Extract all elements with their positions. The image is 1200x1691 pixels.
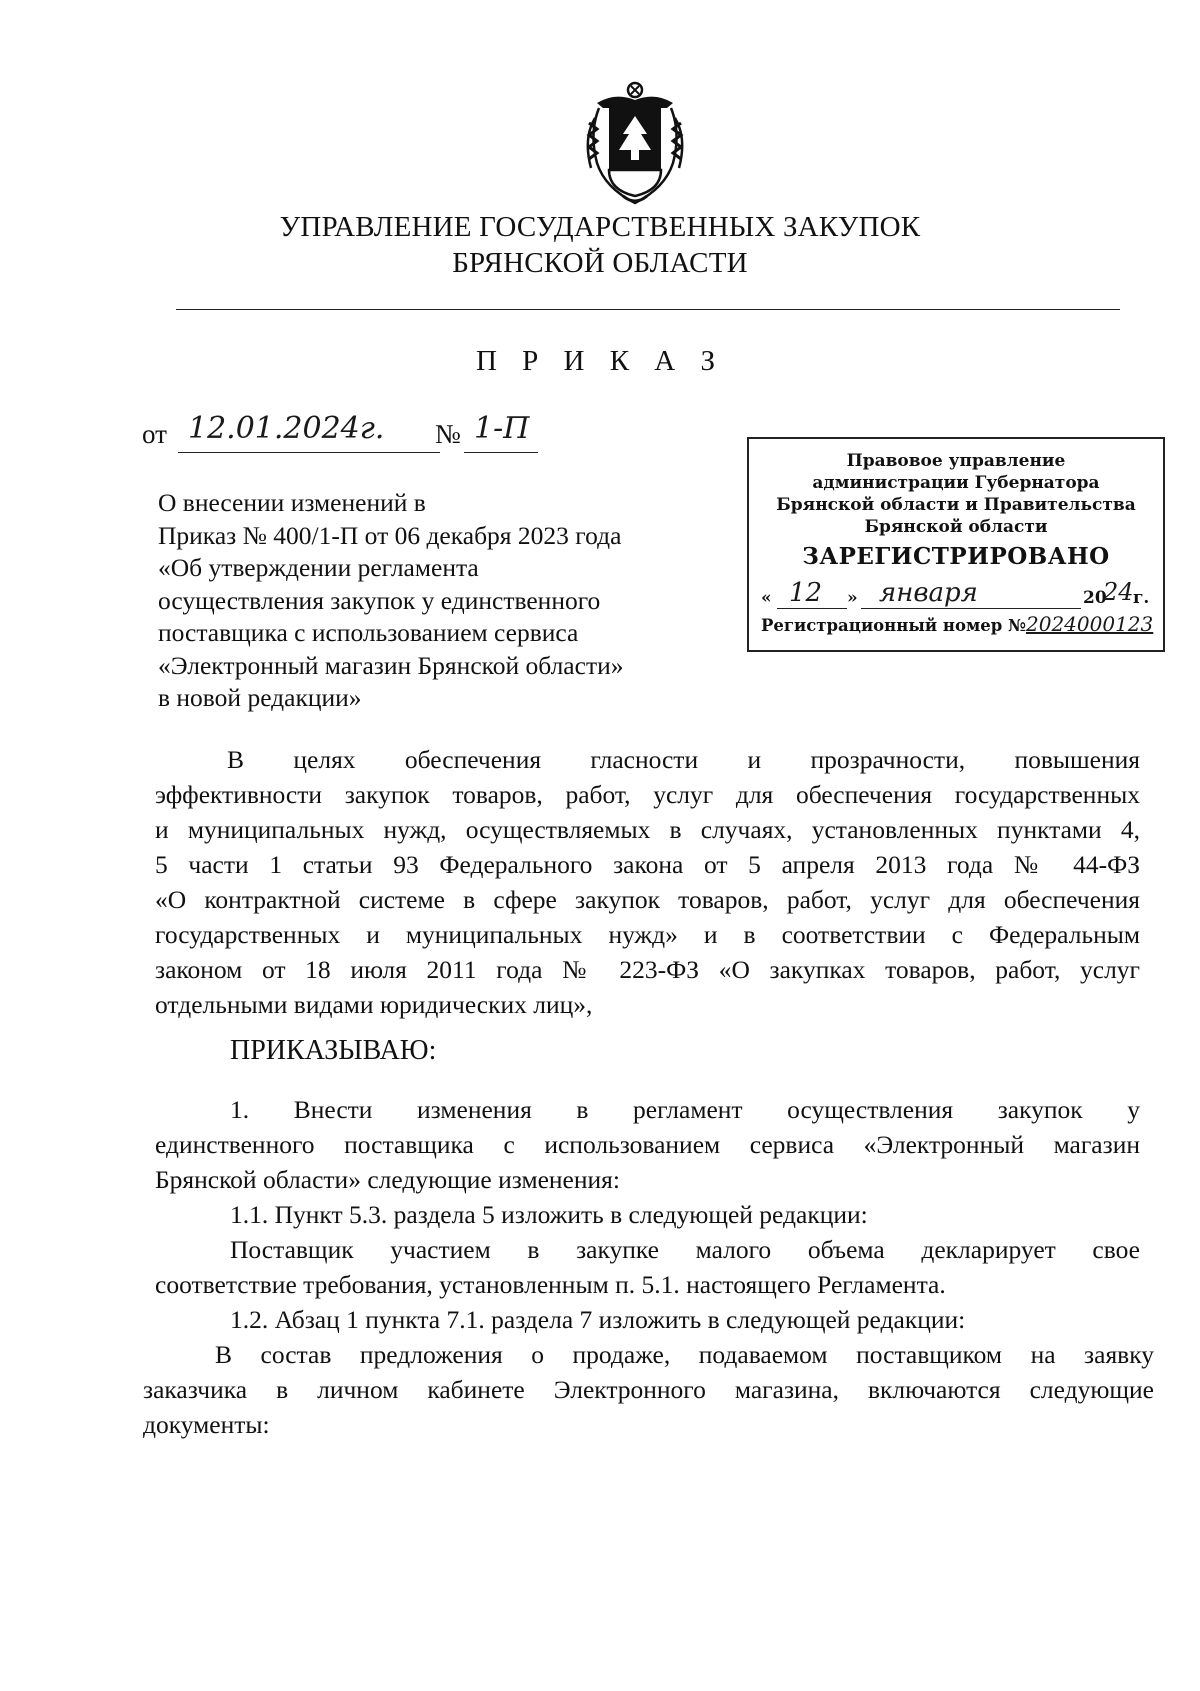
subject-line: поставщика с использованием сервиса bbox=[158, 618, 579, 647]
date-label: от bbox=[142, 419, 167, 449]
item-line: Поставщик участием в закупке малого объема декларирует свое bbox=[230, 1235, 1140, 1264]
preamble-line: 5 части 1 статьи 93 Федерального закона от 5 апреля 2013 года № 44-ФЗ bbox=[155, 850, 1140, 879]
registration-number-handwritten: 2024000123 bbox=[1026, 612, 1154, 636]
preamble-line: отдельными видами юридических лиц», bbox=[155, 990, 593, 1019]
stamp-year-unit: г. bbox=[1133, 588, 1150, 608]
preamble bbox=[155, 742, 1140, 1022]
subject-line: осуществления закупок у единственного bbox=[158, 585, 601, 615]
coat-of-arms-emblem bbox=[575, 78, 695, 210]
item-line: Брянской области» следующие изменения: bbox=[155, 1165, 620, 1194]
item-line: В состав предложения о продаже, подаваемом поставщиком на заявку bbox=[215, 1340, 1154, 1369]
order-items bbox=[143, 1092, 1154, 1442]
subject-line: «Электронный магазин Брянской области» bbox=[158, 650, 624, 680]
preamble-line: государственных и муниципальных нужд» и в соответствии с Федеральным bbox=[155, 920, 1140, 949]
item-line: 1.2. Абзац 1 пункта 7.1. раздела 7 изложить в следующей редакции: bbox=[230, 1305, 966, 1334]
preamble-line: «О контрактной системе в сфере закупок товаров, работ, услуг для обеспечения bbox=[155, 885, 1140, 914]
registration-label: Регистрационный номер № bbox=[761, 616, 1026, 635]
number-underline bbox=[464, 452, 538, 453]
subject-line: Приказ № 400/1-П от 06 декабря 2023 года bbox=[158, 520, 622, 550]
organization-name-line1: УПРАВЛЕНИЕ ГОСУДАРСТВЕННЫХ ЗАКУПОК bbox=[279, 211, 921, 243]
order-date-handwritten: 12.01.2024г. bbox=[188, 411, 385, 446]
stamp-line: Брянской области bbox=[864, 517, 1048, 537]
stamp-line: Брянской области и Правительства bbox=[776, 495, 1136, 515]
item-line: документы: bbox=[143, 1410, 270, 1439]
document-title: П Р И К А З bbox=[475, 345, 725, 377]
item-line: заказчика в личном кабинете Электронного магазина, включаются следующие bbox=[143, 1375, 1154, 1404]
stamp-line: Правовое управление bbox=[846, 451, 1066, 471]
preamble-line: законом от 18 июля 2011 года № 223-ФЗ «О закупках товаров, работ, услуг bbox=[155, 955, 1140, 984]
order-word: ПРИКАЗЫВАЮ: bbox=[230, 1035, 437, 1066]
organization-name-line2: БРЯНСКОЙ ОБЛАСТИ bbox=[452, 247, 748, 279]
item-line: соответствие требования, установленным п. 5.1. настоящего Регламента. bbox=[155, 1270, 946, 1299]
stamp-registration-row bbox=[761, 612, 1153, 636]
stamp-year-handwritten: 24 bbox=[1103, 578, 1134, 606]
subject-line: О внесении изменений в bbox=[158, 488, 426, 517]
subject-line: в новой редакции» bbox=[158, 683, 362, 712]
order-subject bbox=[158, 487, 718, 715]
date-underline bbox=[178, 452, 440, 453]
preamble-line: и муниципальных нужд, осуществляемых в случаях, установленных пунктами 4, bbox=[155, 815, 1140, 844]
preamble-line: В целях обеспечения гласности и прозрачности, повышения bbox=[227, 745, 1140, 774]
registration-stamp bbox=[747, 437, 1165, 652]
header-divider bbox=[176, 309, 1120, 310]
stamp-line: администрации Губернатора bbox=[812, 473, 1100, 493]
item-line: 1.1. Пункт 5.3. раздела 5 изложить в следующей редакции: bbox=[230, 1200, 868, 1229]
stamp-year-prefix: 20 bbox=[1083, 588, 1107, 608]
stamp-status: ЗАРЕГИСТРИРОВАНО bbox=[802, 543, 1110, 570]
item-line: 1. Внести изменения в регламент осуществления закупок у bbox=[230, 1095, 1140, 1124]
stamp-date-row: « 12 » января 20 24 г. bbox=[761, 578, 1150, 608]
item-line: единственного поставщика с использованием сервиса «Электронный магазин bbox=[155, 1130, 1140, 1159]
preamble-line: эффективности закупок товаров, работ, услуг для обеспечения государственных bbox=[155, 780, 1140, 809]
number-label: № bbox=[435, 419, 461, 449]
order-number-handwritten: 1-П bbox=[474, 411, 530, 446]
subject-line: «Об утверждении регламента bbox=[158, 553, 479, 582]
stamp-day-handwritten: 12 bbox=[789, 578, 823, 608]
stamp-month-handwritten: января bbox=[879, 578, 978, 608]
